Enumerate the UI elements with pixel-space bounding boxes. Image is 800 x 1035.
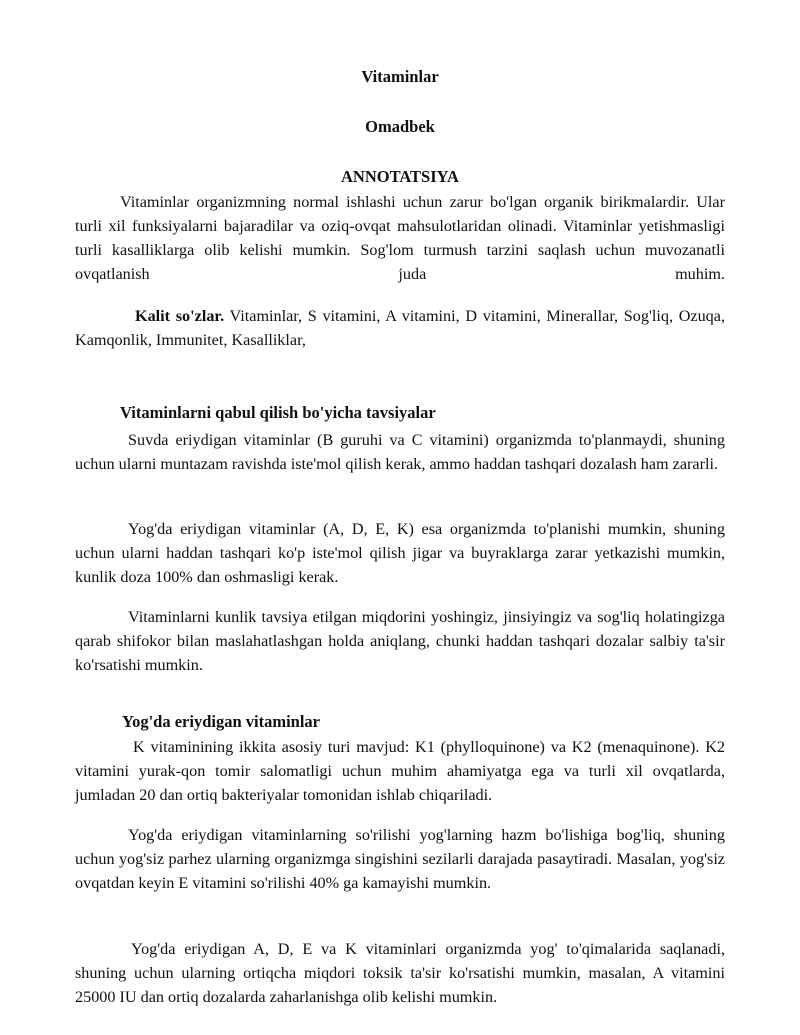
section2-paragraph: K vitaminining ikkita asosiy turi mavjud: K1 (phylloquinone) va K2 (menaquinone). K2 vitamini yurak-qon tomir salomatligi uchun muhim ahamiyatga ega va turli xil ovqatlarda, jumladan 20 dan ortiq bakteriyalar tomonidan ishlab chiqariladi. <box>75 738 725 804</box>
annotation-heading: ANNOTATSIYA <box>341 167 459 186</box>
section1-paragraph: Suvda eriydigan vitaminlar (B guruhi va C vitamini) organizmda to'planmaydi, shuning uchun ularni muntazam ravishda iste'mol qilish kerak, ammo haddan tashqari dozalash ham zararli. <box>75 431 725 473</box>
keywords-label: Kalit so'zlar. <box>135 307 225 325</box>
section1-paragraph: Yog'da eriydigan vitaminlar (A, D, E, K) esa organizmda to'planishi mumkin, shuning uchun ularni haddan tashqari ko'p iste'mol qilish jigar va buyraklarga zarar yetkazishi mumkin, kunlik doza 100% dan oshmasligi kerak. <box>75 520 725 586</box>
section-heading-fat-soluble: Yog'da eriydigan vitaminlar <box>122 712 321 731</box>
document-title: Vitaminlar <box>361 67 439 86</box>
section2-paragraph: Yog'da eriydigan vitaminlarning so'rilishi yog'larning hazm bo'lishiga bog'liq, shuning uchun yog'siz parhez ularning organizmga singishini sezilarli darajada pasaytiradi. Masalan, yog'siz ovqatdan keyin E vitamini so'rilishi 40% ga kamayishi mumkin. <box>75 826 725 892</box>
keywords-paragraph <box>75 304 725 352</box>
annotation-paragraph: Vitaminlar organizmning normal ishlashi uchun zarur bo'lgan organik birikmalardir. Ular turli xil funksiyalarni bajaradilar va oziq-ovqat mahsulotlaridan olinadi. Vitaminlar yetishmasligi turli kasalliklarga olib kelishi mumkin. Sog'lom turmush tarzini saqlash uchun muvozanatli ovqatlanish juda muhim. <box>75 193 725 283</box>
author-name: Omadbek <box>365 117 435 136</box>
section1-paragraph: Vitaminlarni kunlik tavsiya etilgan miqdorini yoshingiz, jinsiyingiz va sog'liq holatingizga qarab shifokor bilan maslahatlashgan holda aniqlang, chunki haddan tashqari dozalar salbiy ta'sir ko'rsatishi mumkin. <box>75 608 725 674</box>
section2-paragraph: Yog'da eriydigan A, D, E va K vitaminlari organizmda yog' to'qimalarida saqlanadi, shuning uchun ularning ortiqcha miqdori toksik ta'sir ko'rsatishi mumkin, masalan, A vitamini 25000 IU dan ortiq dozalarda zaharlanishga olib kelishi mumkin. <box>75 940 725 1006</box>
section-heading-recommendations: Vitaminlarni qabul qilish bo'yicha tavsiyalar <box>120 403 436 422</box>
keywords-text: Vitaminlar, S vitamini, A vitamini, D vitamini, Minerallar, Sog'liq, Ozuqa, Kamqonlik, Immunitet, Kasalliklar, <box>75 307 725 349</box>
